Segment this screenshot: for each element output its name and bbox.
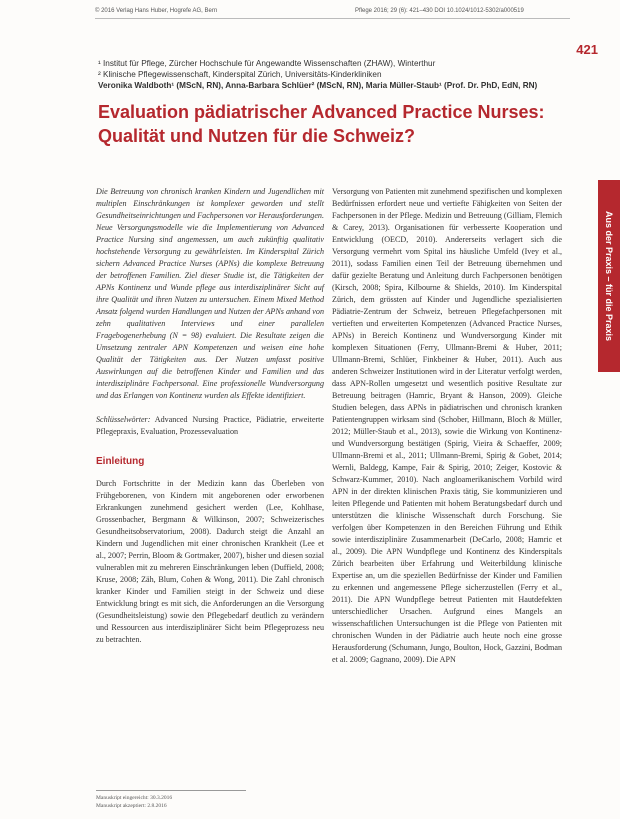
title-line-1: Evaluation pädiatrischer Advanced Practice Nurses: [98,102,545,122]
keywords-label: Schlüsselwörter: [96,415,151,424]
keywords [96,414,324,438]
affiliation-2: ² Klinische Pflegewissenschaft, Kinderspital Zürich, Universitäts-Kinderkliniken [98,70,382,79]
abstract: Die Betreuung von chronisch kranken Kindern und Jugendlichen mit multiplen Einschränkungen ist komplexer geworden und stellt Gesundheitseinrichtungen und Fachpersonen vor Herausforderungen. Neue Versorgungsmodelle wie die Implementierung von Advanced Practice Nursing sind angemessen, um auch zukünftig qualitativ hochstehende Versorgung zu gewährleisten. Im Kinderspital Zürich sichern Advanced Practice Nurses (APNs) die komplexe Betreuung der betroffenen Familien. Ziel dieser Studie ist, die Tätigkeiten der APNs Kontinenz und Wunde pflege aus interdisziplinärer Sicht auf ihre Qualität und ihren Nutzen zu untersuchen. Einem Mixed Method Ansatz folgend wurden Handlungen und Nutzen der APNs anhand von zehn qualitativen Interviews und einer parallelen Fragebogenerhebung (N = 98) evaluiert. Die Resultate zeigen die Umsetzung zentraler APN Kompetenzen und weisen eine hohe Qualität der Tätigkeiten aus. Der Nutzen umfasst positive Auswirkungen auf die betroffenen Kinder und Familien und das interdisziplinäre Fachpersonal. Eine professionelle Wundversorgung und das Erlangen von Kontinenz wurden als Effekte identifiziert. [96,187,324,400]
submitted-date: Manuskript eingereicht: 30.3.2016 [96,795,173,801]
keywords-text: Advanced Nursing Practice, Pädiatrie, erweiterte Pflegepraxis, Evaluation, Prozessevaluation [96,415,324,436]
affiliations [98,58,568,91]
running-head-citation: Pflege 2016; 29 (6): 421–430 DOI 10.1024/1012-5302/a000519 [355,8,524,14]
affiliation-1: ¹ Institut für Pflege, Zürcher Hochschule für Angewandte Wissenschaften (ZHAW), Winterthur [98,59,436,68]
section-heading-introduction: Einleitung [96,456,145,467]
side-tab-label: Aus der Praxis – für die Praxis [604,210,614,342]
accepted-date: Manuskript akzeptiert: 2.8.2016 [96,803,167,809]
introduction-text: Durch Fortschritte in der Medizin kann das Überleben von Frühgeborenen, von Kindern mit angeborenen oder erworbenen Erkrankungen zunehmend gesichert werden (Lee, Kohlhase, Grossenbacher, Bergmann & Wilkinson, 2007; Schweizerisches Gesundheitsobservatorium, 2008). Dadurch steigt die Anzahl an Kindern und Jugendlichen mit einer chronischen Krankheit (Lee et al., 2007; Perrin, Bloom & Gortmaker, 2007), bisher und diesen sozial vulnerablen mit zu mehreren Einschränkungen leben (Duffield, 2008; Kruse, 2008; Zäh, Blum, Cohen & Wong, 2011). Die Zahl chronisch kranker Kinder und Familien steigt in der Schweiz und diese Entwicklung bringt es mit sich, die Anforderungen an die Versorgung (Gesundheitsleistung) sowie den Pflegebedarf deutlich zu verändern und Ressourcen aus interdisziplinärer Sicht beim Pflegeprozess neu zu betrachten. [96,479,324,644]
header-divider [95,18,570,19]
author-list: Veronika Waldboth¹ (MScN, RN), Anna-Barbara Schlüer² (MScN, RN), Maria Müller-Staub¹ (Prof. Dr. PhD, EdN, RN) [98,81,538,90]
article-title [98,100,598,148]
manuscript-dates [96,790,246,810]
page-number: 421 [576,42,598,57]
left-column [96,186,324,646]
section-side-tab [598,180,620,372]
title-line-2: Qualität und Nutzen für die Schweiz? [98,126,416,146]
right-column: Versorgung von Patienten mit zunehmend spezifischen und komplexen Bedürfnissen erfordert neue und vertiefte Fähigkeiten von Seiten der Fachpersonen in der Pflege. Medizin und Betreuung (Gilliam, Flemich & Carey, 2013). Organisationen für verbesserte Kooperation und Entwicklung (OECD, 2010). Andererseits verlagert sich die Versorgung vermehrt vom Spital ins häusliche Umfeld (Ivey et al., 2011), sodass Familien einen Teil der Betreuung übernehmen und dafür gezielte Beratung und Anleitung durch Fachpersonen benötigen (Kirsch, 2008; Spira, Kilbourne & Shields, 2010). Im Kinderspital Zürich, dem grössten auf Kinder und Jugendliche spezialisierten Pädiatrie-Zentrum der Schweiz, betreuen Pflegefachpersonen mit vertieften und erweiterten Kompetenzen (Advanced Practice Nurses, APNs) in Bereich Kontinenz und Wundversorgung Kinder mit komplexen Situationen (Ferry, Ullmann-Bremi & Huber, 2011; Ullmann-Bremi, Schlüer, Finkbeiner & Huber, 2011). Auch aus anderen Schweizer Institutionen wird in der Literatur verfolgt werden, dass APN-Rollen umgesetzt und wesentlich positive Resultate zur Betreuung beitragen (Hamric, Bryant & Hanson, 2009). Gleiche Studien belegen, dass APNs in pädiatrischen und chronisch kranken Patientengruppen wirksam sind (Schober, Hillmann, Bloch & Müller, 2012; Müller-Staub et al., 2013), sowie die Wirkung von Kontinenz- und Wundversorgung bestätigen (Spirig, Vieira & Schaeffer, 2009; Ullmann-Bremi et al., 2011; Ullmann-Bremi, Spirig & Gobet, 2014; Wernli, Baldegg, Kampe, Fair & Spirig, 2010; Zeiger, Kostovic & Schwarz-Kummer, 2010). Nach angloamerikanischem Vorbild wird APN in der direkten klinischen Praxis tätig, Sie kommunizieren und leiten Pflegende und Patienten mit hohem Beratungsbedarf durch und unterstützen die klinische Wissenschaft durch Forschung. Sie verfolgen über Kompetenzen in den Bereichen Führung und Ethik sowie interdisziplinäre Zusammenarbeit (DeCarlo, 2008; Hamric et al., 2009). Die APN Wundpflege und Kontinenz des Kinderspitals Zürich bearbeiten über Erfahrung und Weiterbildung klinische Expertise an, um die speziellen Bedürfnisse der Kinder und Familien zu erkennen und angemessene Pflege sicherzustellen (Ferry et al., 2011). Die APN Wundpflege betreut Patienten mit Hautdefekten unterschiedlicher Ursachen. Aufgrund eines Mangels an wissenschaftlichen Untersuchungen ist die Pflege von Patienten mit chronischen Wunden in der Pädiatrie auch heute noch eine grosse Herausforderung (Schumann, Jungo, Boulton, Hock, Gazzini, Bodman et al. 2009; Gagnano, 2009). Die APN [332,187,562,664]
running-head-publisher: © 2016 Verlag Hans Huber, Hogrefe AG, Bern [95,8,218,14]
